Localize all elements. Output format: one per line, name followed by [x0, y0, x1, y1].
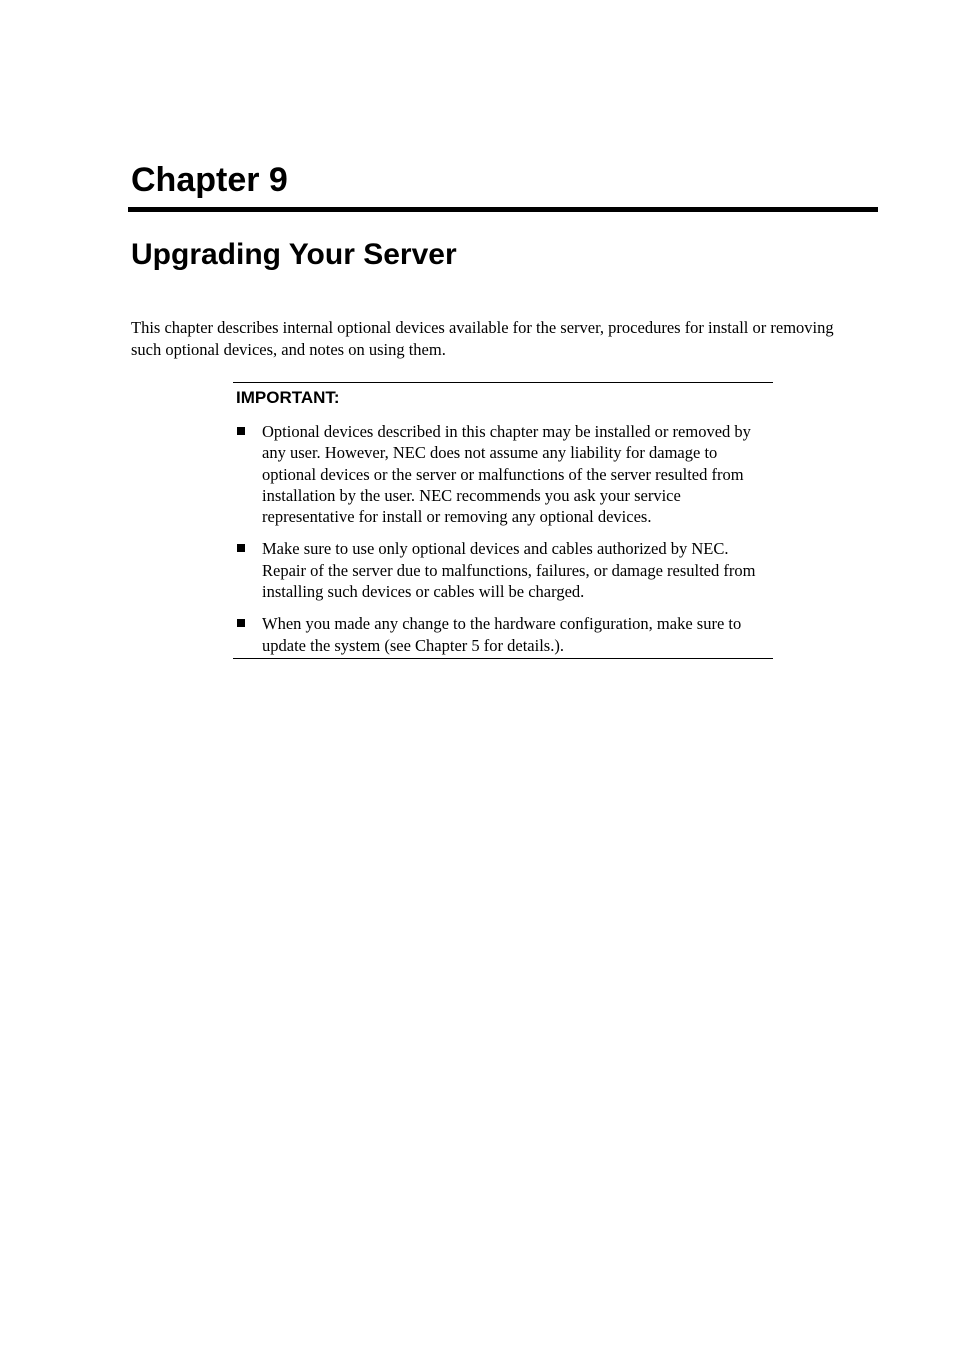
black-square-icon: [237, 427, 245, 435]
black-square-icon: [237, 544, 245, 552]
chapter-title: Chapter 9: [131, 161, 288, 199]
black-square-icon: [237, 619, 245, 627]
list-item: [233, 538, 773, 602]
important-heading: IMPORTANT:: [236, 388, 340, 407]
list-item-text: Optional devices described in this chapter may be installed or removed by any user. However, NEC does not assume any liability for damage to optional devices or the server or malfunctions of the server resulted from installation by the user. NEC recommends you ask your service representative for install or removing any optional devices.: [262, 422, 751, 527]
chapter-rule: [128, 207, 878, 212]
list-item: [233, 613, 773, 656]
list-item-text: Make sure to use only optional devices and cables authorized by NEC. Repair of the server due to malfunctions, failures, or damage resulted from installing such devices or cables will be charged.: [262, 539, 756, 602]
important-bullet-list: [233, 421, 773, 656]
important-note-box: [233, 382, 773, 659]
list-item-text: When you made any change to the hardware configuration, make sure to update the system (see Chapter 5 for details.).: [262, 614, 742, 655]
intro-paragraph: This chapter describes internal optional devices available for the server, procedures for install or removing such optional devices, and notes on using them.: [131, 318, 834, 359]
section-title: Upgrading Your Server: [131, 238, 457, 271]
list-item: [233, 421, 773, 527]
